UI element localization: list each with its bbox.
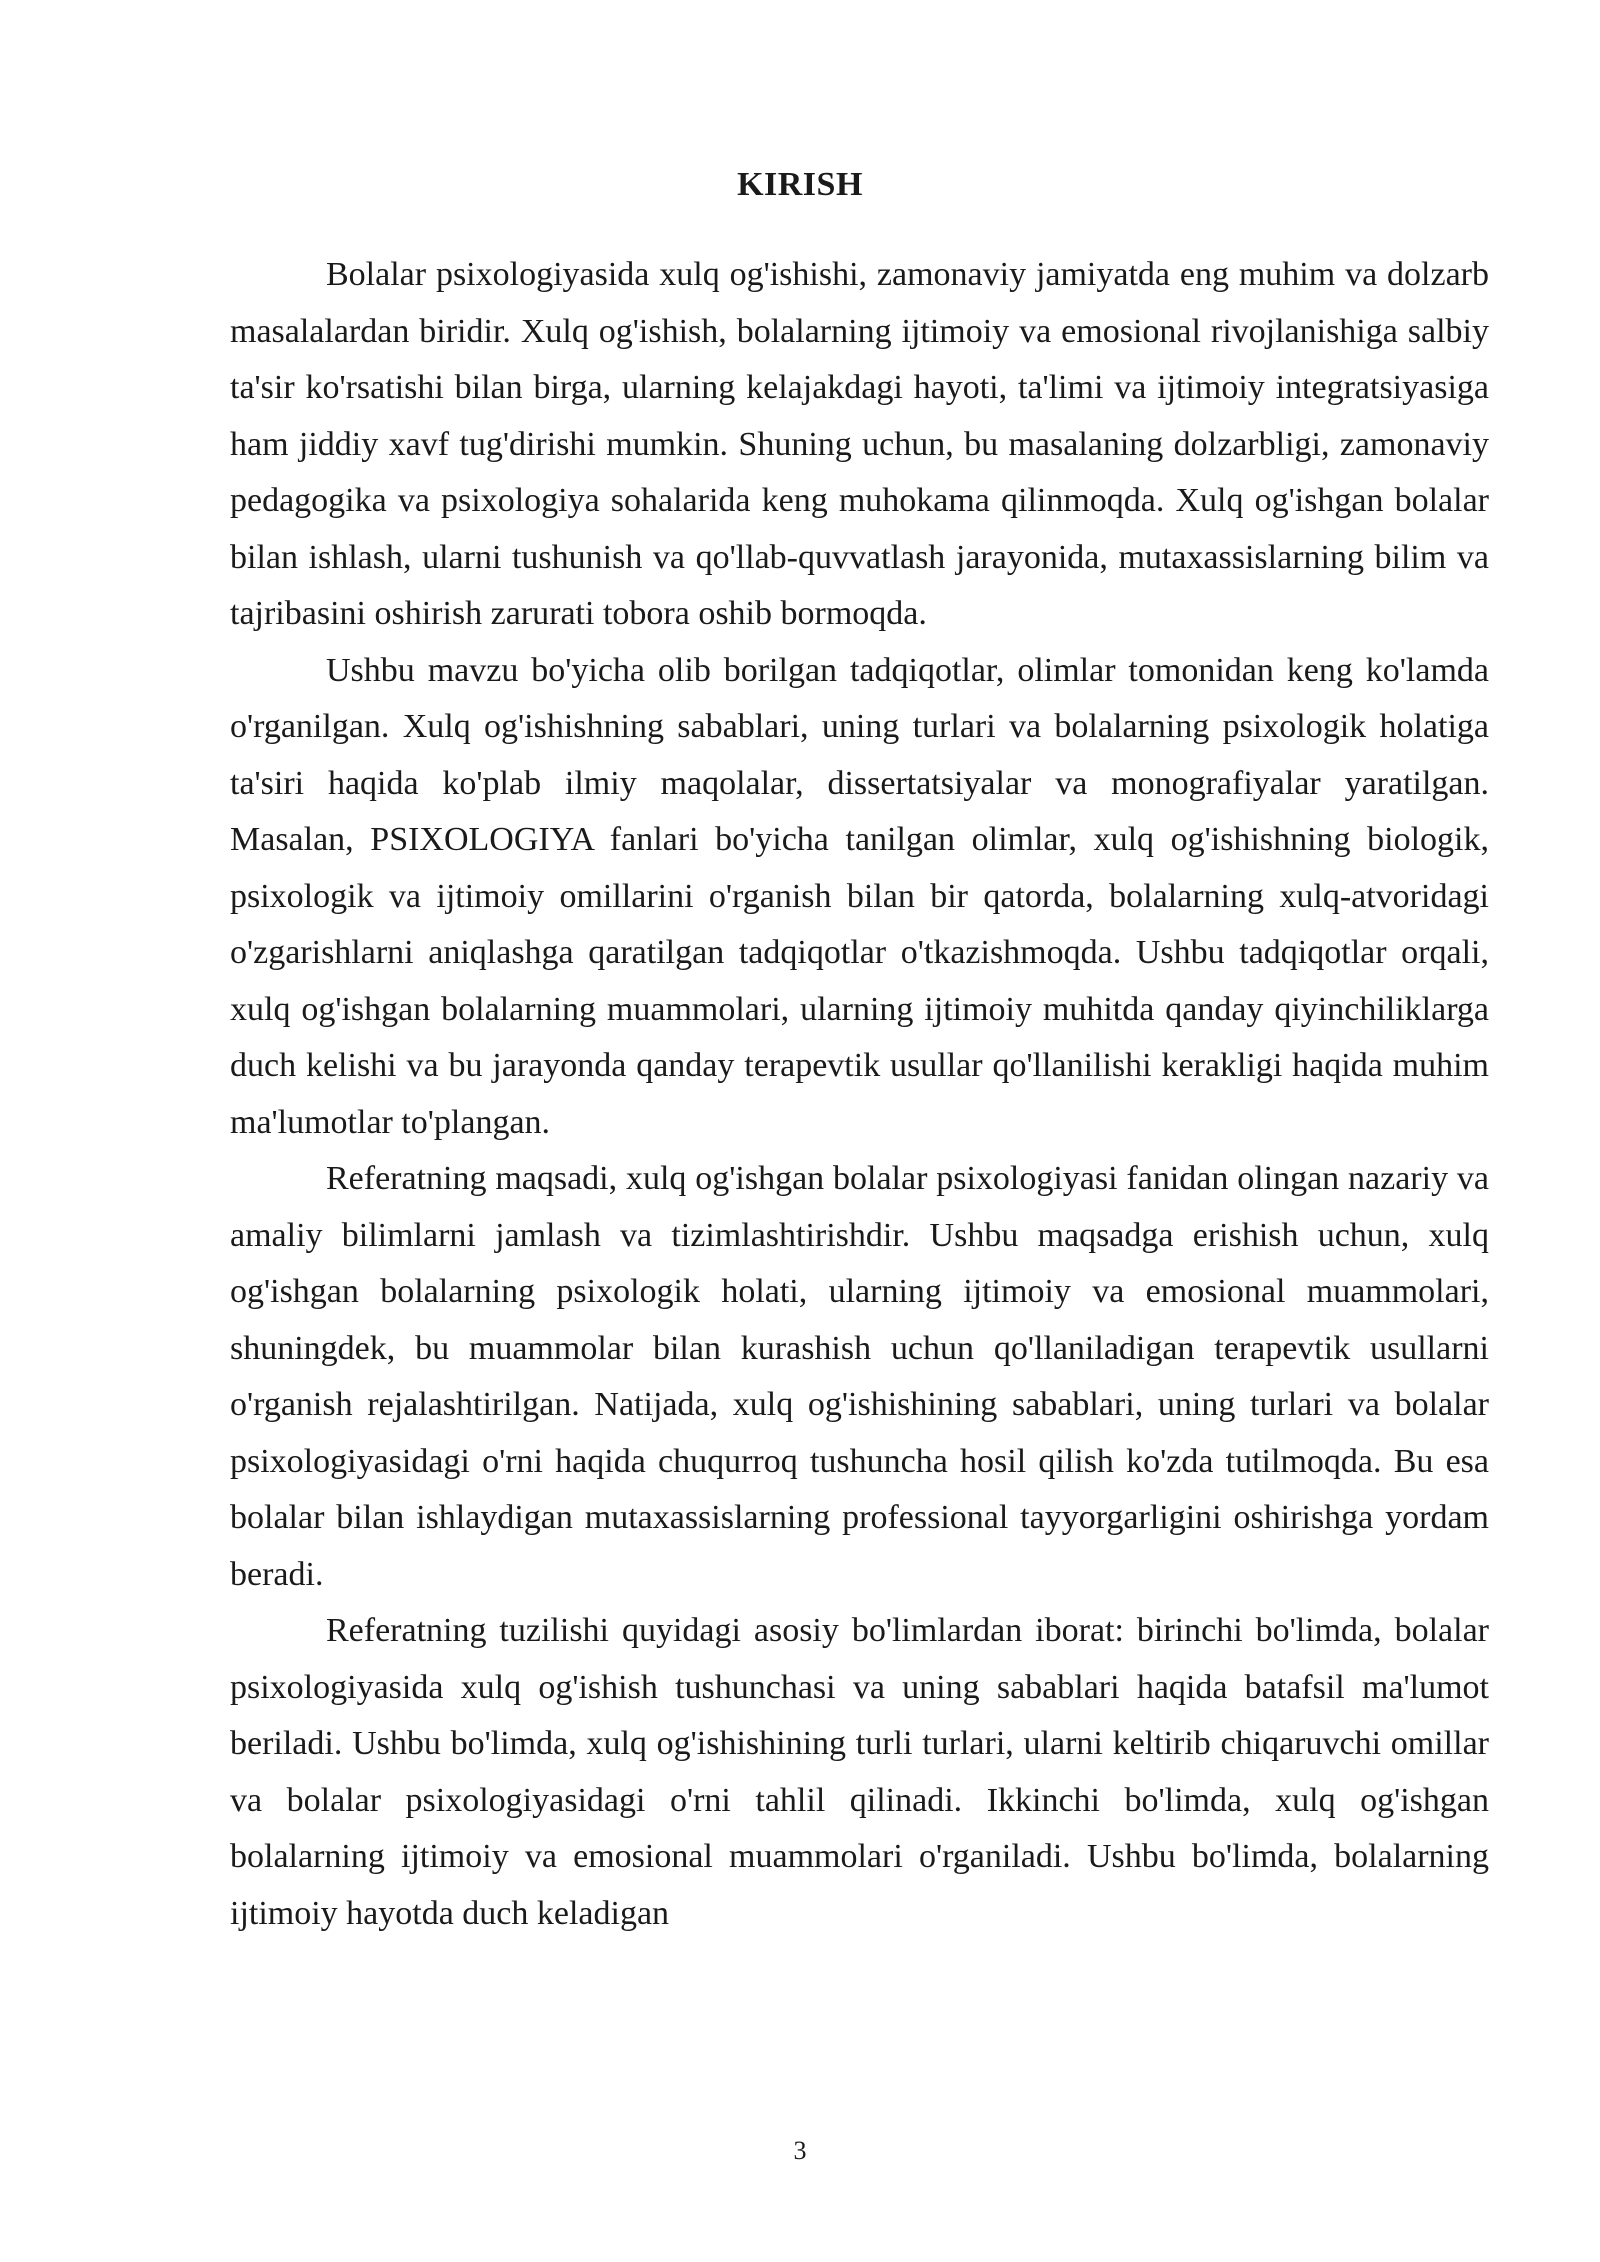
- paragraph-4: Referatning tuzilishi quyidagi asosiy bo'limlardan iborat: birinchi bo'limda, bolalar psixologiyasida xulq og'ishish tushunchasi va uning sabablari haqida batafsil ma'lumot beriladi. Ushbu bo'limda, xulq og'ishishining turli turlari, ularni keltirib chiqaruvchi omillar va bolalar psixologiyasidagi o'rni tahlil qilinadi. Ikkinchi bo'limda, xulq og'ishgan bolalarning ijtimoiy va emosional muammolari o'rganiladi. Ushbu bo'limda, bolalarning ijtimoiy hayotda duch keladigan: [230, 1612, 1489, 1932]
- paragraph-2: Ushbu mavzu bo'yicha olib borilgan tadqiqotlar, olimlar tomonidan keng ko'lamda o'rganilgan. Xulq og'ishishning sabablari, uning turlari va bolalarning psixologik holatiga ta'siri haqida ko'plab ilmiy maqolalar, dissertatsiyalar va monografiyalar yaratilgan. Masalan, PSIXOLOGIYA fanlari bo'yicha tanilgan olimlar, xulq og'ishishning biologik, psixologik va ijtimoiy omillarini o'rganish bilan bir qatorda, bolalarning xulq-atvoridagi o'zgarishlarni aniqlashga qaratilgan tadqiqotlar o'tkazishmoqda. Ushbu tadqiqotlar orqali, xulq og'ishgan bolalarning muammolari, ularning ijtimoiy muhitda qanday qiyinchiliklarga duch kelishi va bu jarayonda qanday terapevtik usullar qo'llanilishi kerakligi haqida muhim ma'lumotlar to'plangan.: [230, 651, 1489, 1141]
- body-text: [230, 247, 1489, 1942]
- paragraph-1: Bolalar psixologiyasida xulq og'ishishi, zamonaviy jamiyatda eng muhim va dolzarb masalalardan biridir. Xulq og'ishish, bolalarning ijtimoiy va emosional rivojlanishiga salbiy ta'sir ko'rsatishi bilan birga, ularning kelajakdagi hayoti, ta'limi va ijtimoiy integratsiyasiga ham jiddiy xavf tug'dirishi mumkin. Shuning uchun, bu masalaning dolzarbligi, zamonaviy pedagogika va psixologiya sohalarida keng muhokama qilinmoqda. Xulq og'ishgan bolalar bilan ishlash, ularni tushunish va qo'llab-quvvatlash jarayonida, mutaxassislarning bilim va tajribasini oshirish zarurati tobora oshib bormoqda.: [230, 256, 1489, 632]
- section-title: KIRISH: [737, 166, 863, 203]
- paragraph-3: Referatning maqsadi, xulq og'ishgan bolalar psixologiyasi fanidan olingan nazariy va amaliy bilimlarni jamlash va tizimlashtirishdir. Ushbu maqsadga erishish uchun, xulq og'ishgan bolalarning psixologik holati, ularning ijtimoiy va emosional muammolari, shuningdek, bu muammolar bilan kurashish uchun qo'llaniladigan terapevtik usullarni o'rganish rejalashtirilgan. Natijada, xulq og'ishishining sabablari, uning turlari va bolalar psixologiyasidagi o'rni haqida chuqurroq tushuncha hosil qilish ko'zda tutilmoqda. Bu esa bolalar bilan ishlaydigan mutaxassislarning professional tayyorgarligini oshirishga yordam beradi.: [230, 1160, 1489, 1593]
- page-number: 3: [793, 2136, 807, 2165]
